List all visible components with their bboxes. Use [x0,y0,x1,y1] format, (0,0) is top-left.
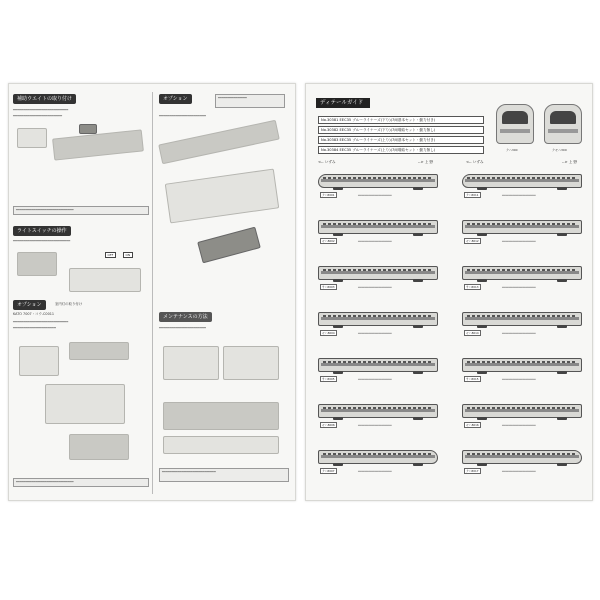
car-diagram [318,450,438,464]
option-note: ━━━━━━━━━━━━━━━━━━━━━━━━━━━━━━ [13,478,149,487]
car-number-tag: モハ8012 [466,239,479,243]
weight-text: ━━━━━━━━━━━━━━━━━━━━━━━━━━━ [13,108,69,112]
car-number-tag: モハ8004 [322,331,335,335]
maintenance-figure-2 [223,346,279,380]
car-diagram [318,404,438,418]
chassis-figure [52,129,144,160]
coupler-figure [158,120,280,165]
car-detail-line: ━━━━━━━━━━━━━━━━━━━━ [502,377,536,381]
maintenance-text: ━━━━━━━━━━━━━━━━━━━━━━━ [159,326,206,330]
option-text: ━━━━━━━━━━━━━━━━━━━━━ [13,326,56,330]
on-tag: ON [123,252,133,258]
car-number-tag: クハ8011 [466,193,479,197]
roof-figure [69,342,129,360]
car-number-tag: サハ8015 [466,377,479,381]
car-number-tag: モハ8006 [322,423,335,427]
car-detail-line: ━━━━━━━━━━━━━━━━━━━━ [502,239,536,243]
car-number-tag: モハ8016 [466,423,479,427]
weight-note: ━━━━━━━━━━━━━━━━━━━━━━━━━━━━━━ [13,206,149,215]
set-list-item: No.30381 EEC35 ブルーライナーズ(下り)(7両基本セット・動力付き) [318,116,484,124]
train-front-figure [496,104,534,144]
left-instruction-sheet [8,83,296,501]
car-diagram [318,174,438,188]
car-detail-line: ━━━━━━━━━━━━━━━━━━━━ [502,285,536,289]
car-diagram [318,358,438,372]
right-detail-guide-sheet [305,83,593,501]
set-list-item: No.30382 EEC35 ブルーライナーズ(下り)(7両増結セット・動力無し) [318,126,484,134]
lamp-section-header: ライトスイッチの操作 [13,226,71,236]
car-diagram [318,312,438,326]
car-detail-line: ━━━━━━━━━━━━━━━━━━━━ [358,285,392,289]
weight-figure [17,128,47,148]
car-diagram [462,312,582,326]
car-diagram [462,220,582,234]
off-tag: OFF [105,252,116,258]
weight-section-header: 補助ウエイトの取り付け [13,94,76,104]
car-diagram [462,450,582,464]
detail-guide-title: ディテールガイド [316,98,370,108]
car-number-tag: モハ8014 [466,331,479,335]
car-number-tag: クハ8001 [322,193,335,197]
car-detail-line: ━━━━━━━━━━━━━━━━━━━━ [502,469,536,473]
part-figure [197,227,261,264]
car-number-tag: クハ8017 [466,469,479,473]
lamp-figure [17,252,57,276]
train-front-figure [544,104,582,144]
option-item-title: 室内灯の取り付け [55,302,83,306]
maintenance-figure-4 [163,436,279,454]
maintenance-figure-1 [163,346,219,380]
car-detail-line: ━━━━━━━━━━━━━━━━━━━━ [358,469,392,473]
weight-text: ━━━━━━━━━━━━━━━━━━━━━━━━ [13,114,62,118]
maintenance-section-header: メンテナンスの方法 [159,312,212,322]
weight-block-figure [79,124,97,134]
car-diagram [318,266,438,280]
car-diagram [318,220,438,234]
maintenance-note: ━━━━━━━━━━━━━━━━━━━━━━━━━━━━ [159,468,289,482]
car-detail-line: ━━━━━━━━━━━━━━━━━━━━ [502,423,536,427]
option-section-header: オプション [13,300,46,310]
front-label: クハ300 [506,148,518,152]
option2-text: ━━━━━━━━━━━━━━━━━━━━━━━ [159,114,206,118]
maintenance-figure-3 [163,402,279,430]
car-detail-line: ━━━━━━━━━━━━━━━━━━━━ [358,331,392,335]
interior-light-figure [19,346,59,376]
car-number-tag: サハ8013 [466,285,479,289]
light-unit-figure [45,384,125,424]
direction-label: <-- いずみ [466,160,484,164]
car-diagram [462,266,582,280]
car-diagram [462,174,582,188]
option-text: ━━━━━━━━━━━━━━━━━━━━━━━━━━━ [13,320,69,324]
car-number-tag: サハ8005 [322,377,335,381]
car-detail-line: ━━━━━━━━━━━━━━━━━━━━ [358,423,392,427]
set-list-item: No.30383 EEC35 ブルーライナーズ(上り)(7両基本セット・動力付き) [318,136,484,144]
direction-label: --> 上 野 [562,160,578,164]
car-diagram [462,358,582,372]
column-divider [152,92,153,494]
front-label: クモハ300 [552,148,567,152]
lamp-text: ━━━━━━━━━━━━━━━━━━━━━━━━━━━━ [13,239,71,243]
option-item-code: KATO 7007・コウ-C0011 [13,312,55,316]
car-detail-line: ━━━━━━━━━━━━━━━━━━━━ [358,377,392,381]
bogie-figure [165,169,279,224]
car-detail-line: ━━━━━━━━━━━━━━━━━━━━ [502,193,536,197]
direction-label: <-- いずみ [318,160,336,164]
direction-label: --> 上 野 [418,160,434,164]
option2-section-header: オプション [159,94,192,104]
car-number-tag: クハ8007 [322,469,335,473]
set-list-item: No.30384 EEC35 ブルーライナーズ(上り)(7両増結セット・動力無し) [318,146,484,154]
body-figure [69,434,129,460]
car-detail-line: ━━━━━━━━━━━━━━━━━━━━ [358,193,392,197]
car-detail-line: ━━━━━━━━━━━━━━━━━━━━ [502,331,536,335]
lamp-switch-figure [69,268,141,292]
car-detail-line: ━━━━━━━━━━━━━━━━━━━━ [358,239,392,243]
option2-note: ━━━━━━━━━━━━━━━ [215,94,285,108]
car-number-tag: サハ8003 [322,285,335,289]
car-number-tag: モハ8002 [322,239,335,243]
car-diagram [462,404,582,418]
